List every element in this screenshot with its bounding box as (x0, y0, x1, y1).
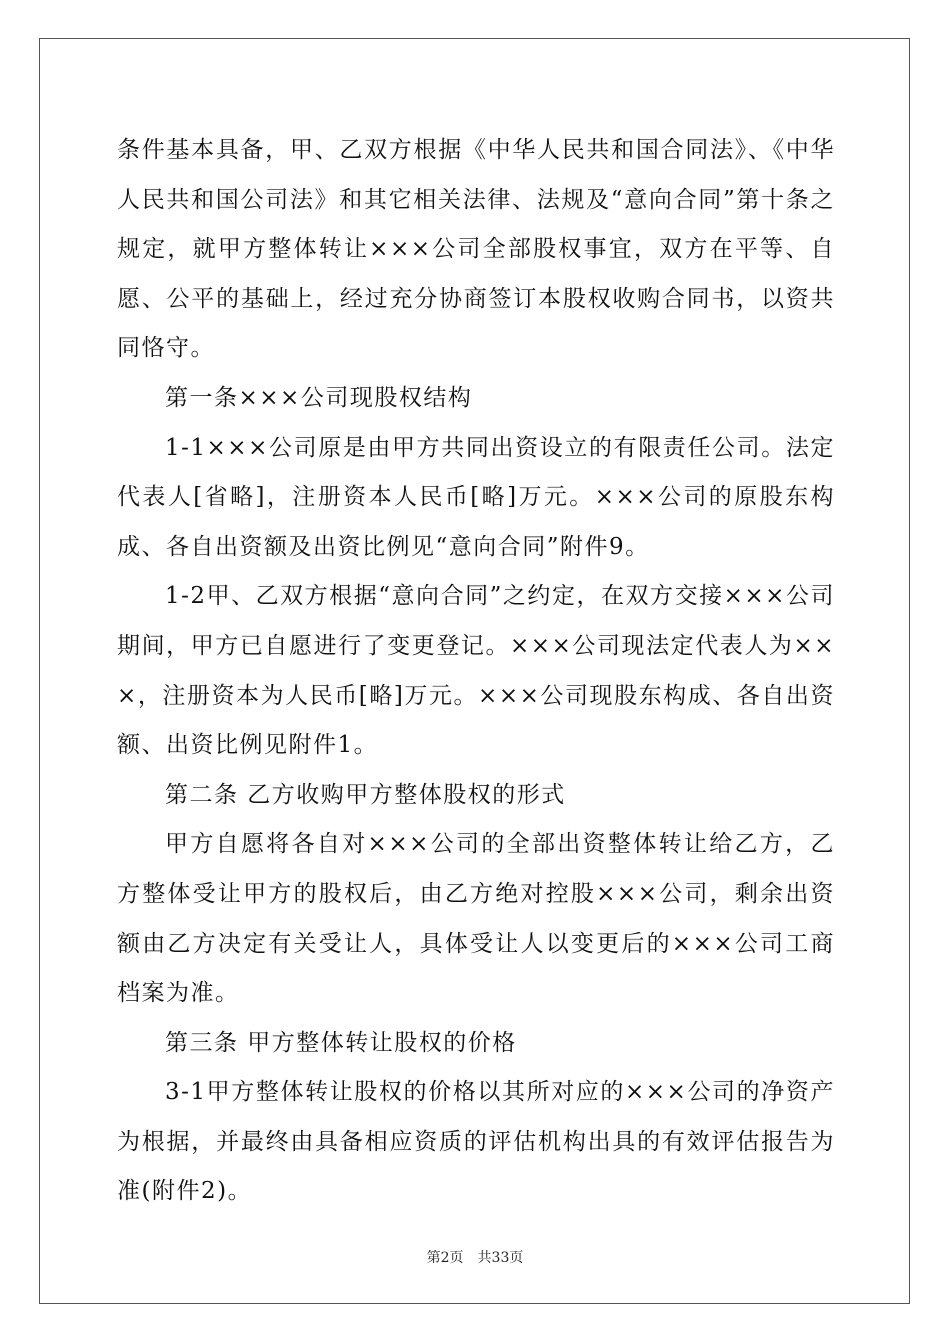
clause-1-2: 1-2甲、乙双方根据“意向合同”之约定，在双方交接×××公司期间，甲方已自愿进行了变更登记。×××公司现法定代表人为×××，注册资本为人民币[略]万元。×××公司现股东构成、各自出资额、出资比例见附件1。 (117, 583, 835, 759)
article-2-body: 甲方自愿将各自对×××公司的全部出资整体转让给乙方，乙方整体受让甲方的股权后，由乙方绝对控股×××公司，剩余出资额由乙方决定有关受让人，具体受让人以变更后的×××公司工商档案为准。 (117, 831, 835, 1007)
page-number: 第2页 (426, 1250, 464, 1266)
article-1-heading: 第一条×××公司现股权结构 (165, 384, 473, 411)
page-footer (0, 1247, 950, 1267)
clause-3-1: 3-1甲方整体转让股权的价格以其所对应的×××公司的净资产为根据，并最终由具备相应资质的评估机构出具的有效评估报告为准(附件2)。 (117, 1079, 835, 1205)
paragraph-continuation: 条件基本具备，甲、乙双方根据《中华人民共和国合同法》、《中华人民共和国公司法》和其它相关法律、法规及“意向合同”第十条之规定，就甲方整体转让×××公司全部股权事宜，双方在平等、自愿、公平的基础上，经过充分协商签订本股权收购合同书，以资共同恪守。 (117, 137, 835, 362)
document-body (117, 126, 835, 1217)
article-3-heading: 第三条 甲方整体转让股权的价格 (165, 1029, 517, 1056)
clause-1-1: 1-1×××公司原是由甲方共同出资设立的有限责任公司。法定代表人[省略]，注册资本人民币[略]万元。×××公司的原股东构成、各自出资额及出资比例见“意向合同”附件9。 (117, 434, 835, 560)
page-total: 共33页 (477, 1250, 524, 1266)
article-2-heading: 第二条 乙方收购甲方整体股权的形式 (165, 781, 566, 808)
